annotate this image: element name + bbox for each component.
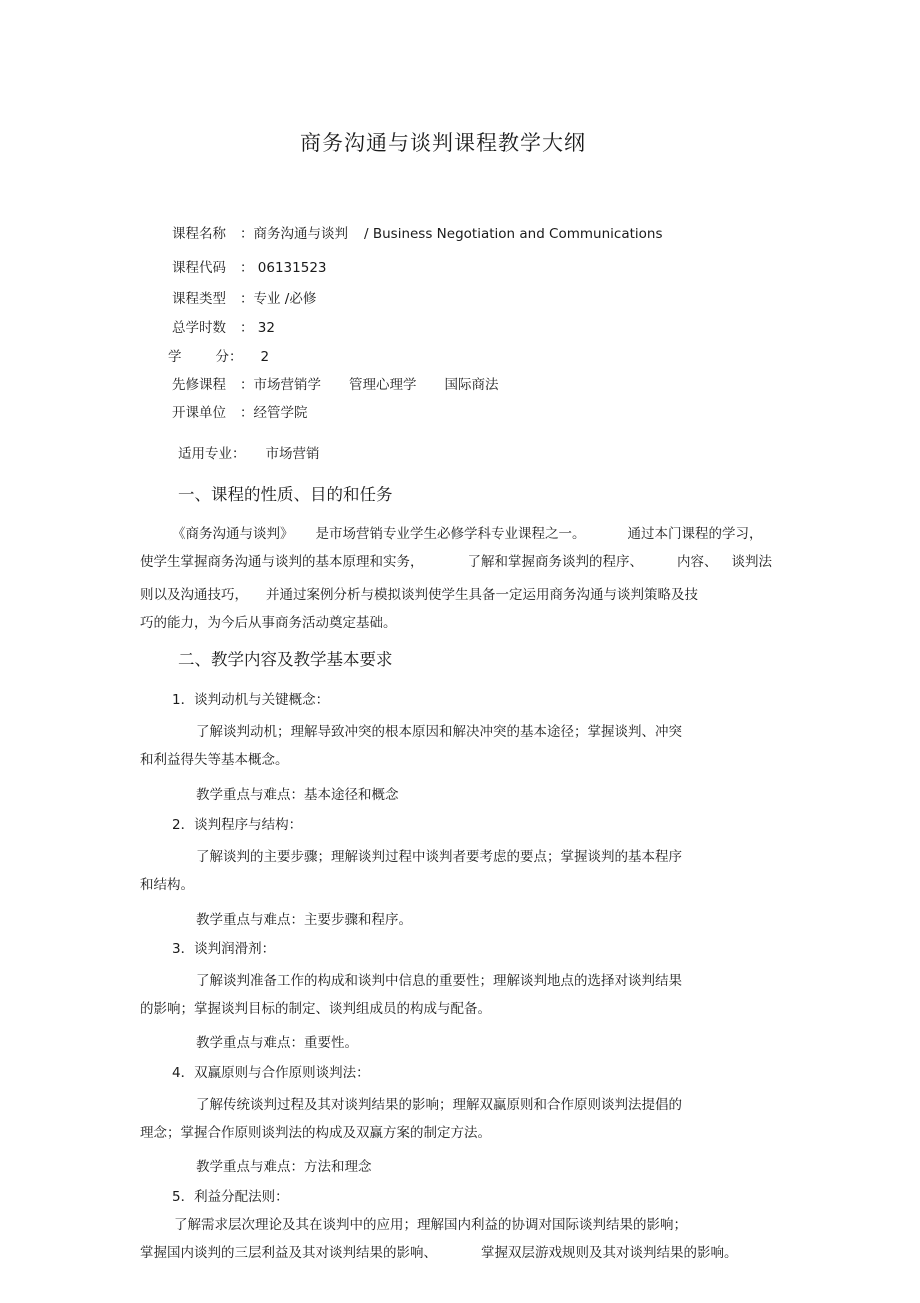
item-5-heading: 5．利益分配法则： bbox=[172, 1189, 289, 1205]
department-value: ：经管学院 bbox=[240, 405, 308, 421]
prerequisite-label: 先修课程 bbox=[172, 377, 226, 393]
total-hours-label: 总学时数 bbox=[172, 320, 226, 336]
text: 《商务沟通与谈判》 bbox=[172, 526, 294, 542]
section-2-heading: 二、教学内容及教学基本要求 bbox=[178, 650, 393, 669]
text: 谈判法 bbox=[731, 554, 772, 570]
text: 并通过案例分析与模拟谈判使学生具备一定运用商务沟通与谈判策略及技 bbox=[266, 587, 698, 603]
item-2-key-points: 教学重点与难点：主要步骤和程序。 bbox=[196, 912, 412, 928]
item-3-key-points: 教学重点与难点：重要性。 bbox=[196, 1035, 358, 1051]
course-name-row bbox=[172, 222, 663, 242]
item-4-key-points: 教学重点与难点：方法和理念 bbox=[196, 1159, 372, 1175]
section-1-line-3 bbox=[140, 583, 698, 603]
course-name-english: / Business Negotiation and Communications bbox=[364, 226, 663, 242]
section-1-heading: 一、课程的性质、目的和任务 bbox=[178, 485, 393, 504]
text: 掌握国内谈判的三层利益及其对谈判结果的影响、 bbox=[140, 1245, 437, 1261]
major-row bbox=[178, 442, 320, 462]
prerequisite-row bbox=[172, 373, 499, 393]
text: 内容、 bbox=[677, 554, 718, 570]
item-5-line-2 bbox=[140, 1241, 738, 1261]
item-1-line-2: 和利益得失等基本概念。 bbox=[140, 752, 289, 768]
course-code-row bbox=[172, 256, 327, 276]
item-4-line-2: 理念；掌握合作原则谈判法的构成及双赢方案的制定方法。 bbox=[140, 1125, 491, 1141]
text: 是市场营销专业学生必修学科专业课程之一。 bbox=[315, 526, 586, 542]
section-1-line-1 bbox=[172, 522, 763, 542]
major-value: 市场营销 bbox=[265, 446, 320, 462]
text: 通过本门课程的学习， bbox=[627, 526, 763, 542]
credit-row bbox=[168, 345, 269, 365]
total-hours-row bbox=[172, 316, 275, 336]
total-hours-value: ： 32 bbox=[240, 320, 275, 336]
item-4-line-1: 了解传统谈判过程及其对谈判结果的影响；理解双赢原则和合作原则谈判法提倡的 bbox=[196, 1097, 682, 1113]
text: 则以及沟通技巧， bbox=[140, 587, 248, 603]
course-code-value: ： 06131523 bbox=[240, 260, 327, 276]
course-type-label: 课程类型 bbox=[172, 291, 226, 307]
item-1-key-points: 教学重点与难点：基本途径和概念 bbox=[196, 787, 399, 803]
item-3-line-1: 了解谈判准备工作的构成和谈判中信息的重要性；理解谈判地点的选择对谈判结果 bbox=[196, 973, 682, 989]
credit-value: 2 bbox=[260, 349, 270, 365]
item-3-line-2: 的影响；掌握谈判目标的制定、谈判组成员的构成与配备。 bbox=[140, 1001, 491, 1017]
credit-label-a: 学 bbox=[168, 349, 182, 365]
major-label: 适用专业： bbox=[178, 446, 246, 462]
course-code-label: 课程代码 bbox=[172, 260, 226, 276]
section-1-line-4: 巧的能力，为今后从事商务活动奠定基础。 bbox=[140, 615, 397, 631]
prerequisite-2: 管理心理学 bbox=[349, 377, 417, 393]
item-1-line-1: 了解谈判动机；理解导致冲突的根本原因和解决冲突的基本途径；掌握谈判、冲突 bbox=[196, 724, 682, 740]
credit-label-b: 分： bbox=[215, 349, 243, 365]
prerequisite-1: ：市场营销学 bbox=[240, 377, 321, 393]
item-4-heading: 4．双赢原则与合作原则谈判法： bbox=[172, 1065, 370, 1081]
course-name-label: 课程名称 bbox=[172, 226, 226, 242]
course-name-value: ：商务沟通与谈判 bbox=[240, 226, 348, 242]
text: 掌握双层游戏规则及其对谈判结果的影响。 bbox=[481, 1245, 738, 1261]
course-type-row bbox=[172, 287, 316, 307]
item-3-heading: 3．谈判润滑剂： bbox=[172, 941, 276, 957]
text: 使学生掌握商务沟通与谈判的基本原理和实务， bbox=[140, 554, 424, 570]
item-2-line-1: 了解谈判的主要步骤；理解谈判过程中谈判者要考虑的要点；掌握谈判的基本程序 bbox=[196, 849, 682, 865]
prerequisite-3: 国际商法 bbox=[444, 377, 499, 393]
item-1-heading: 1．谈判动机与关键概念： bbox=[172, 692, 330, 708]
department-row bbox=[172, 401, 308, 421]
item-5-line-1: 了解需求层次理论及其在谈判中的应用；理解国内利益的协调对国际谈判结果的影响； bbox=[174, 1217, 687, 1233]
course-type-value: ：专业 /必修 bbox=[240, 291, 317, 307]
document-title: 商务沟通与谈判课程教学大纲 bbox=[300, 131, 586, 155]
section-1-line-2 bbox=[140, 550, 772, 570]
item-2-heading: 2．谈判程序与结构： bbox=[172, 817, 303, 833]
item-2-line-2: 和结构。 bbox=[140, 877, 194, 893]
department-label: 开课单位 bbox=[172, 405, 226, 421]
text: 了解和掌握商务谈判的程序、 bbox=[467, 554, 643, 570]
